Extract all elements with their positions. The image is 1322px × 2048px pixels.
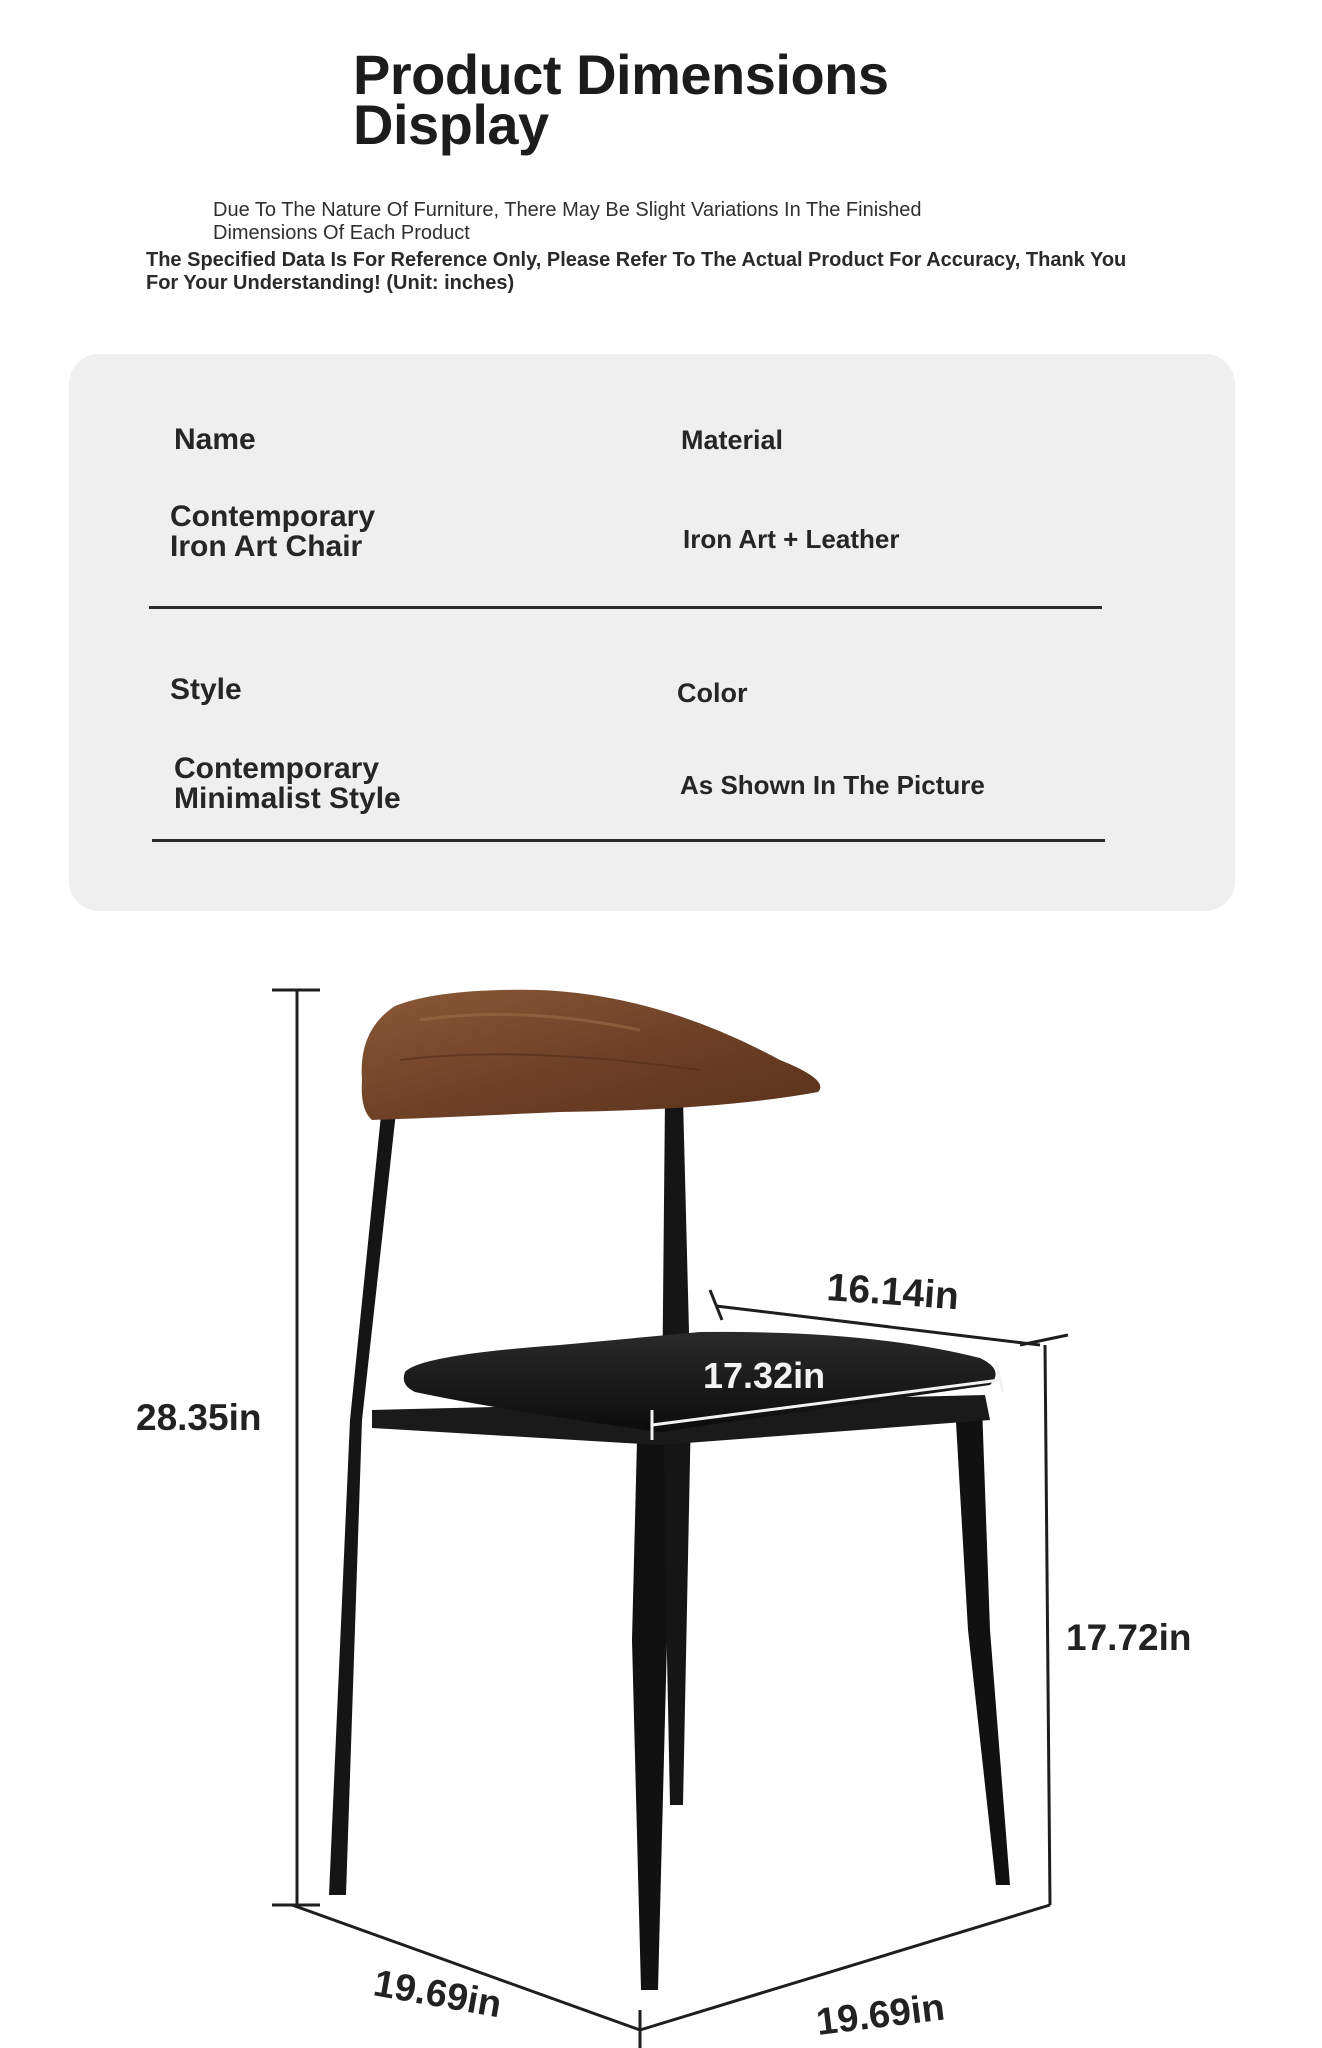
title-line-2: Display [353, 93, 549, 156]
seat-height-label: 17.72in [1066, 1617, 1192, 1658]
material-label: Material [681, 425, 784, 455]
chair-illustration [329, 990, 1010, 1990]
material-value: Iron Art + Leather [683, 524, 900, 554]
rear-right-leg [662, 1098, 691, 1805]
spec-divider-1 [149, 606, 1102, 609]
seat-width-label: 17.32in [703, 1355, 826, 1396]
style-value [174, 754, 401, 814]
name-value-line-1: Contemporary [170, 500, 376, 533]
chair-dimension-diagram [0, 960, 1322, 2048]
style-value-line-2: Minimalist Style [174, 782, 401, 815]
reference-disclaimer [146, 249, 1146, 295]
spec-panel [69, 354, 1235, 911]
front-right-leg [955, 1405, 1010, 1885]
style-value-line-1: Contemporary [174, 752, 380, 785]
rear-left-leg [329, 1112, 396, 1895]
base-depth-label: 19.69in [813, 1986, 948, 2044]
color-value: As Shown In The Picture [680, 770, 985, 800]
style-label: Style [170, 673, 242, 706]
name-value [170, 502, 375, 562]
color-label: Color [677, 678, 748, 708]
total-height-label: 28.35in [136, 1397, 262, 1438]
variation-note-line-2: Dimensions Of Each Product [213, 222, 470, 244]
title-line-1: Product Dimensions [353, 43, 889, 106]
disclaimer-line-1: The Specified Data Is For Reference Only, Please Refer To The Actual Product For Accuracy, Thank You [146, 249, 1127, 271]
name-value-line-2: Iron Art Chair [170, 530, 363, 563]
base-width-label: 19.69in [370, 1962, 505, 2027]
page-title [353, 43, 973, 156]
seat-depth-label: 16.14in [825, 1266, 961, 1319]
disclaimer-line-2: For Your Understanding! (Unit: inches) [146, 272, 515, 294]
name-label: Name [174, 423, 256, 456]
spec-divider-2 [152, 839, 1105, 842]
variation-note [213, 199, 1113, 245]
variation-note-line-1: Due To The Nature Of Furniture, There May Be Slight Variations In The Finished [213, 199, 922, 221]
front-left-leg [632, 1440, 667, 1990]
wooden-backrest [362, 990, 821, 1120]
